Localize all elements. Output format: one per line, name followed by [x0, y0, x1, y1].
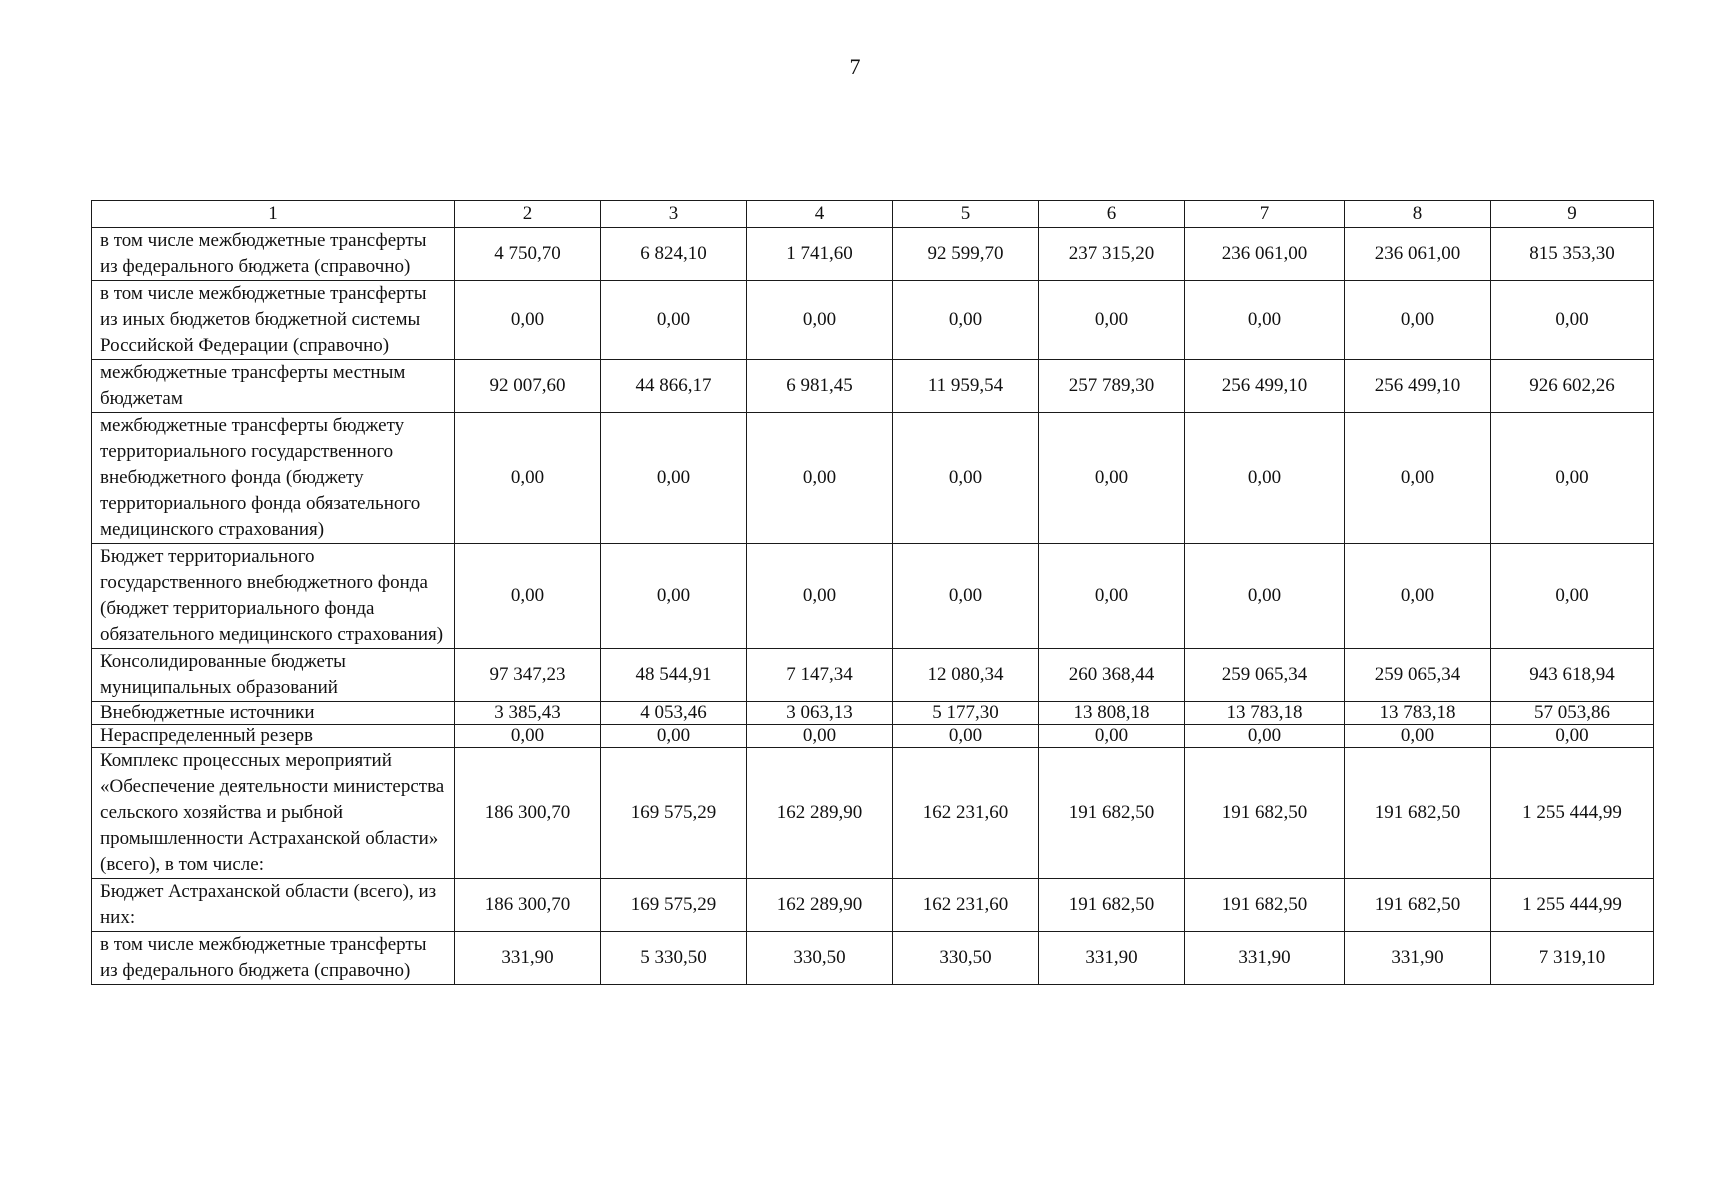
table-cell: 11 959,54 — [893, 360, 1039, 413]
table-cell: 0,00 — [1039, 281, 1185, 360]
table-cell: 0,00 — [893, 413, 1039, 544]
table-row — [92, 725, 1654, 748]
table-cell: 0,00 — [601, 281, 747, 360]
table-cell: 331,90 — [1345, 932, 1491, 985]
table-cell: 186 300,70 — [455, 748, 601, 879]
table-cell: 3 385,43 — [455, 702, 601, 725]
table-cell: 0,00 — [1185, 413, 1345, 544]
table-cell: 237 315,20 — [1039, 228, 1185, 281]
table-cell: 4 750,70 — [455, 228, 601, 281]
table-cell: 0,00 — [1345, 413, 1491, 544]
table-cell: 7 147,34 — [747, 649, 893, 702]
table-cell: 0,00 — [1345, 725, 1491, 748]
table-cell: 44 866,17 — [601, 360, 747, 413]
table-cell: 0,00 — [601, 413, 747, 544]
table-cell: 259 065,34 — [1185, 649, 1345, 702]
table-cell: 57 053,86 — [1491, 702, 1654, 725]
row-label: Нераспределенный резерв — [92, 725, 455, 748]
table-cell: 12 080,34 — [893, 649, 1039, 702]
table-cell: 0,00 — [747, 544, 893, 649]
table-cell: 97 347,23 — [455, 649, 601, 702]
table-cell: 0,00 — [1185, 281, 1345, 360]
table-cell: 260 368,44 — [1039, 649, 1185, 702]
row-label: Бюджет территориального государственного внебюджетного фонда (бюджет территориального фонда обязательного медицинского страхования) — [92, 544, 455, 649]
table-cell: 0,00 — [601, 725, 747, 748]
table-cell: 191 682,50 — [1185, 879, 1345, 932]
table-cell: 331,90 — [455, 932, 601, 985]
table-row — [92, 649, 1654, 702]
table-cell: 0,00 — [1491, 281, 1654, 360]
table-row — [92, 360, 1654, 413]
table-cell: 259 065,34 — [1345, 649, 1491, 702]
table-cell: 0,00 — [1039, 413, 1185, 544]
table-cell: 0,00 — [1491, 413, 1654, 544]
row-label: в том числе межбюджетные трансферты из иных бюджетов бюджетной системы Российской Федерации (справочно) — [92, 281, 455, 360]
table-cell: 191 682,50 — [1185, 748, 1345, 879]
table-cell: 13 808,18 — [1039, 702, 1185, 725]
table-cell: 0,00 — [455, 413, 601, 544]
table-cell: 0,00 — [1491, 725, 1654, 748]
column-header: 8 — [1345, 201, 1491, 228]
table-cell: 92 599,70 — [893, 228, 1039, 281]
table-cell: 13 783,18 — [1345, 702, 1491, 725]
table-cell: 191 682,50 — [1039, 748, 1185, 879]
table-cell: 0,00 — [1491, 544, 1654, 649]
table-cell: 0,00 — [893, 544, 1039, 649]
table-cell: 0,00 — [601, 544, 747, 649]
table-cell: 0,00 — [455, 544, 601, 649]
table-cell: 162 289,90 — [747, 748, 893, 879]
row-label: Консолидированные бюджеты муниципальных образований — [92, 649, 455, 702]
table-row — [92, 879, 1654, 932]
table-cell: 330,50 — [747, 932, 893, 985]
table-cell: 943 618,94 — [1491, 649, 1654, 702]
table-row — [92, 281, 1654, 360]
table-cell: 48 544,91 — [601, 649, 747, 702]
row-label: межбюджетные трансферты местным бюджетам — [92, 360, 455, 413]
table-cell: 0,00 — [1039, 544, 1185, 649]
table-cell: 0,00 — [1039, 725, 1185, 748]
table-cell: 162 231,60 — [893, 748, 1039, 879]
table-cell: 0,00 — [455, 725, 601, 748]
table-cell: 0,00 — [747, 281, 893, 360]
column-header: 6 — [1039, 201, 1185, 228]
budget-table — [91, 200, 1654, 985]
table-cell: 0,00 — [1345, 544, 1491, 649]
table-cell: 1 255 444,99 — [1491, 879, 1654, 932]
table-row — [92, 544, 1654, 649]
table-cell: 0,00 — [893, 725, 1039, 748]
table-cell: 162 289,90 — [747, 879, 893, 932]
table-cell: 186 300,70 — [455, 879, 601, 932]
row-label: в том числе межбюджетные трансферты из федерального бюджета (справочно) — [92, 228, 455, 281]
table-cell: 169 575,29 — [601, 748, 747, 879]
column-header: 7 — [1185, 201, 1345, 228]
table-cell: 5 177,30 — [893, 702, 1039, 725]
table-row — [92, 413, 1654, 544]
row-label: Комплекс процессных мероприятий «Обеспечение деятельности министерства сельского хозяйства и рыбной промышленности Астраханской области» (всего), в том числе: — [92, 748, 455, 879]
table-cell: 3 063,13 — [747, 702, 893, 725]
table-cell: 0,00 — [1345, 281, 1491, 360]
table-cell: 0,00 — [1185, 725, 1345, 748]
table-cell: 4 053,46 — [601, 702, 747, 725]
table-cell: 92 007,60 — [455, 360, 601, 413]
table-cell: 0,00 — [455, 281, 601, 360]
table-cell: 5 330,50 — [601, 932, 747, 985]
table-cell: 0,00 — [747, 725, 893, 748]
column-header: 9 — [1491, 201, 1654, 228]
table-cell: 191 682,50 — [1345, 879, 1491, 932]
table-cell: 331,90 — [1185, 932, 1345, 985]
table-cell: 13 783,18 — [1185, 702, 1345, 725]
table-cell: 169 575,29 — [601, 879, 747, 932]
table-cell: 0,00 — [893, 281, 1039, 360]
row-label: в том числе межбюджетные трансферты из федерального бюджета (справочно) — [92, 932, 455, 985]
table-cell: 7 319,10 — [1491, 932, 1654, 985]
row-label: Бюджет Астраханской области (всего), из них: — [92, 879, 455, 932]
table-cell: 236 061,00 — [1185, 228, 1345, 281]
table-cell: 6 981,45 — [747, 360, 893, 413]
table-cell: 6 824,10 — [601, 228, 747, 281]
table-cell: 0,00 — [747, 413, 893, 544]
table-row — [92, 702, 1654, 725]
table-cell: 0,00 — [1185, 544, 1345, 649]
column-header: 1 — [92, 201, 455, 228]
table-cell: 1 255 444,99 — [1491, 748, 1654, 879]
table-cell: 256 499,10 — [1185, 360, 1345, 413]
table-cell: 191 682,50 — [1345, 748, 1491, 879]
table-row — [92, 228, 1654, 281]
row-label: межбюджетные трансферты бюджету территориального государственного внебюджетного фонда (бюджету территориального фонда обязательного медицинского страхования) — [92, 413, 455, 544]
column-header: 5 — [893, 201, 1039, 228]
table-cell: 236 061,00 — [1345, 228, 1491, 281]
row-label: Внебюджетные источники — [92, 702, 455, 725]
table-cell: 162 231,60 — [893, 879, 1039, 932]
column-header: 4 — [747, 201, 893, 228]
table-cell: 191 682,50 — [1039, 879, 1185, 932]
table-row — [92, 932, 1654, 985]
table-cell: 331,90 — [1039, 932, 1185, 985]
page-number: 7 — [849, 54, 861, 79]
column-header: 3 — [601, 201, 747, 228]
table-cell: 256 499,10 — [1345, 360, 1491, 413]
table-cell: 1 741,60 — [747, 228, 893, 281]
table-cell: 926 602,26 — [1491, 360, 1654, 413]
table-cell: 257 789,30 — [1039, 360, 1185, 413]
table-cell: 815 353,30 — [1491, 228, 1654, 281]
column-header: 2 — [455, 201, 601, 228]
table-header-row — [92, 201, 1654, 228]
table-row — [92, 748, 1654, 879]
table-cell: 330,50 — [893, 932, 1039, 985]
